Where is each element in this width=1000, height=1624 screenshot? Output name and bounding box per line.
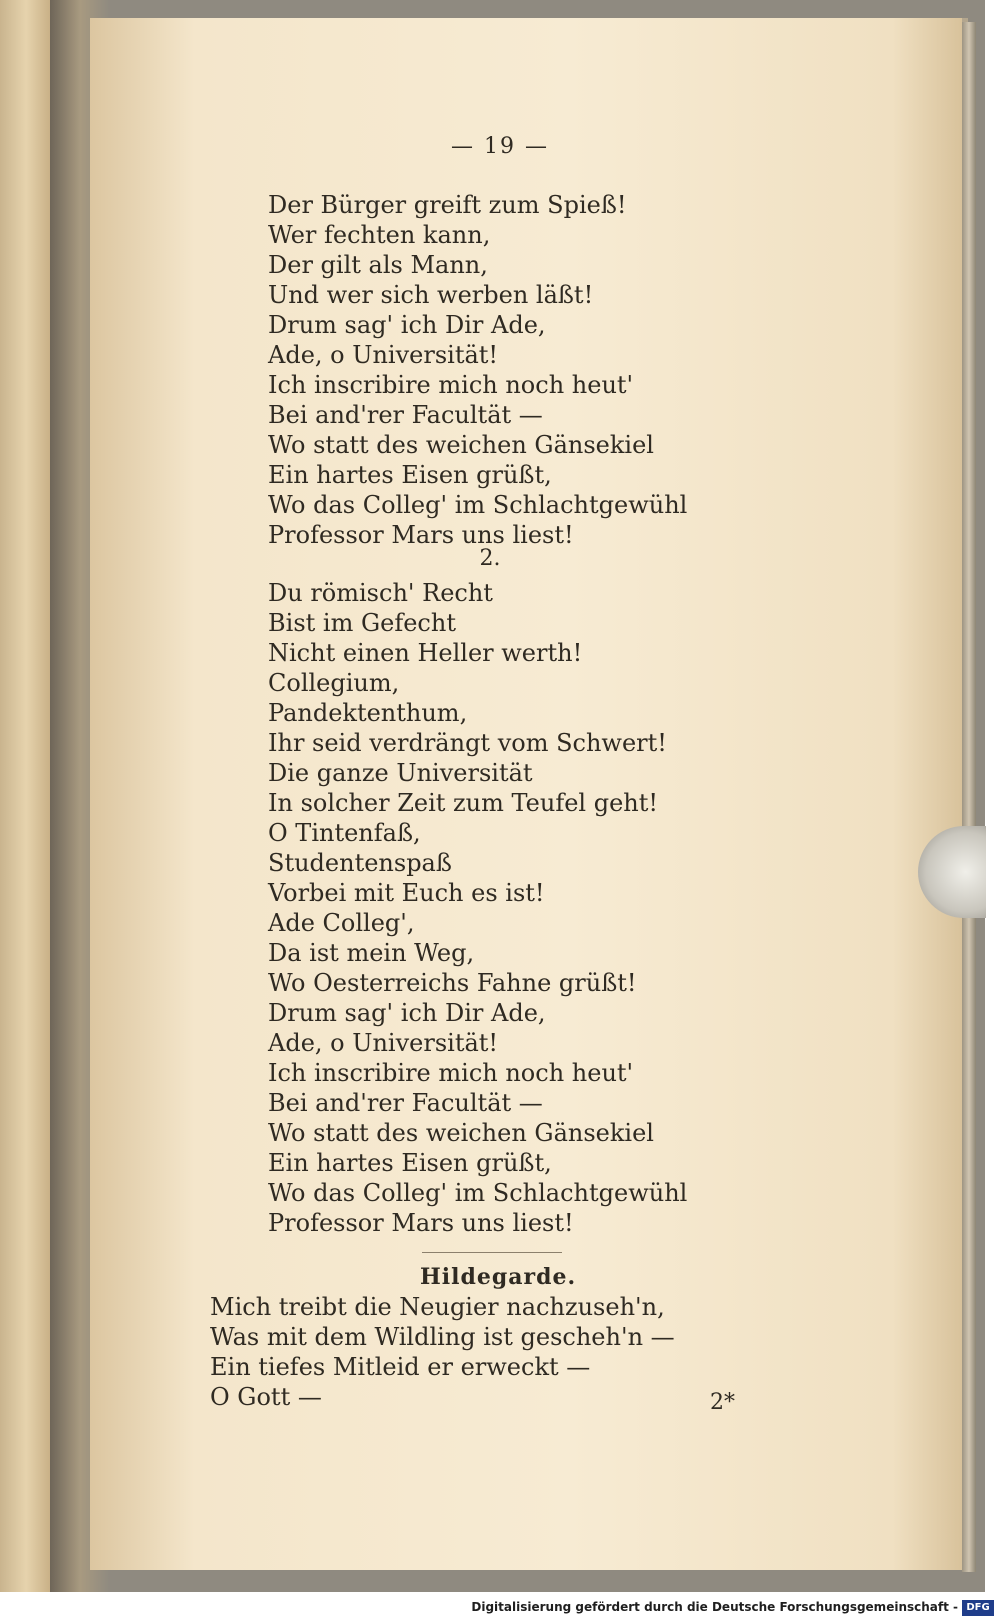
verse-line: Da ist mein Weg, xyxy=(268,939,475,967)
verse-line: Ich inscribire mich noch heut' xyxy=(268,371,634,399)
verse-line: Und wer sich werben läßt! xyxy=(268,281,594,309)
verse-line: Ade Colleg', xyxy=(268,909,415,937)
verse-line: Bist im Gefecht xyxy=(268,609,456,637)
verse-line: Ich inscribire mich noch heut' xyxy=(268,1059,634,1087)
verse-line: Wo statt des weichen Gänsekiel xyxy=(268,1119,654,1147)
verse-line: Wer fechten kann, xyxy=(268,221,491,249)
verse-line: Ein hartes Eisen grüßt, xyxy=(268,1149,552,1177)
footer-credit: Digitalisierung gefördert durch die Deutsche Forschungsgemeinschaft - xyxy=(471,1600,958,1614)
verse-line: In solcher Zeit zum Teufel geht! xyxy=(268,789,659,817)
verse-line: Nicht einen Heller werth! xyxy=(268,639,583,667)
verse-line: Collegium, xyxy=(268,669,400,697)
verse-line: Professor Mars uns liest! xyxy=(268,521,574,549)
verse-line: Professor Mars uns liest! xyxy=(268,1209,574,1237)
verse-line: Ein hartes Eisen grüßt, xyxy=(268,461,552,489)
verse-line: Wo Oesterreichs Fahne grüßt! xyxy=(268,969,637,997)
signature-mark: 2* xyxy=(710,1390,735,1415)
verse-line: Der gilt als Mann, xyxy=(268,251,488,279)
poem-line: Was mit dem Wildling ist gescheh'n — xyxy=(210,1323,675,1351)
verse-line: Ade, o Universität! xyxy=(268,1029,499,1057)
poem-line: Ein tiefes Mitleid er erweckt — xyxy=(210,1353,591,1381)
verse-line: Der Bürger greift zum Spieß! xyxy=(268,191,627,219)
verse-line: Studentenspaß xyxy=(268,849,452,877)
verse-line: Du römisch' Recht xyxy=(268,579,493,607)
verse-line: Vorbei mit Euch es ist! xyxy=(268,879,545,907)
footer-bar xyxy=(0,1592,1000,1624)
dfg-logo: DFG xyxy=(962,1600,994,1616)
verse-line: Drum sag' ich Dir Ade, xyxy=(268,311,546,339)
stanza-number: 2. xyxy=(479,546,501,571)
verse-line: Ade, o Universität! xyxy=(268,341,499,369)
poem-line: O Gott — xyxy=(210,1383,322,1411)
verse-line: Ihr seid verdrängt vom Schwert! xyxy=(268,729,667,757)
verse-line: Wo statt des weichen Gänsekiel xyxy=(268,431,654,459)
verse-line: Bei and'rer Facultät — xyxy=(268,1089,543,1117)
verse-line: Wo das Colleg' im Schlachtgewühl xyxy=(268,491,688,519)
verse-line: Die ganze Universität xyxy=(268,759,533,787)
poem-line: Mich treibt die Neugier nachzuseh'n, xyxy=(210,1293,665,1321)
verse-line: Pandektenthum, xyxy=(268,699,468,727)
section-title: Hildegarde. xyxy=(420,1264,577,1290)
section-divider xyxy=(422,1252,562,1253)
page-number: — 19 — xyxy=(451,134,549,159)
verse-line: Drum sag' ich Dir Ade, xyxy=(268,999,546,1027)
verse-line: Bei and'rer Facultät — xyxy=(268,401,543,429)
verse-line: O Tintenfaß, xyxy=(268,819,421,847)
verse-line: Wo das Colleg' im Schlachtgewühl xyxy=(268,1179,688,1207)
